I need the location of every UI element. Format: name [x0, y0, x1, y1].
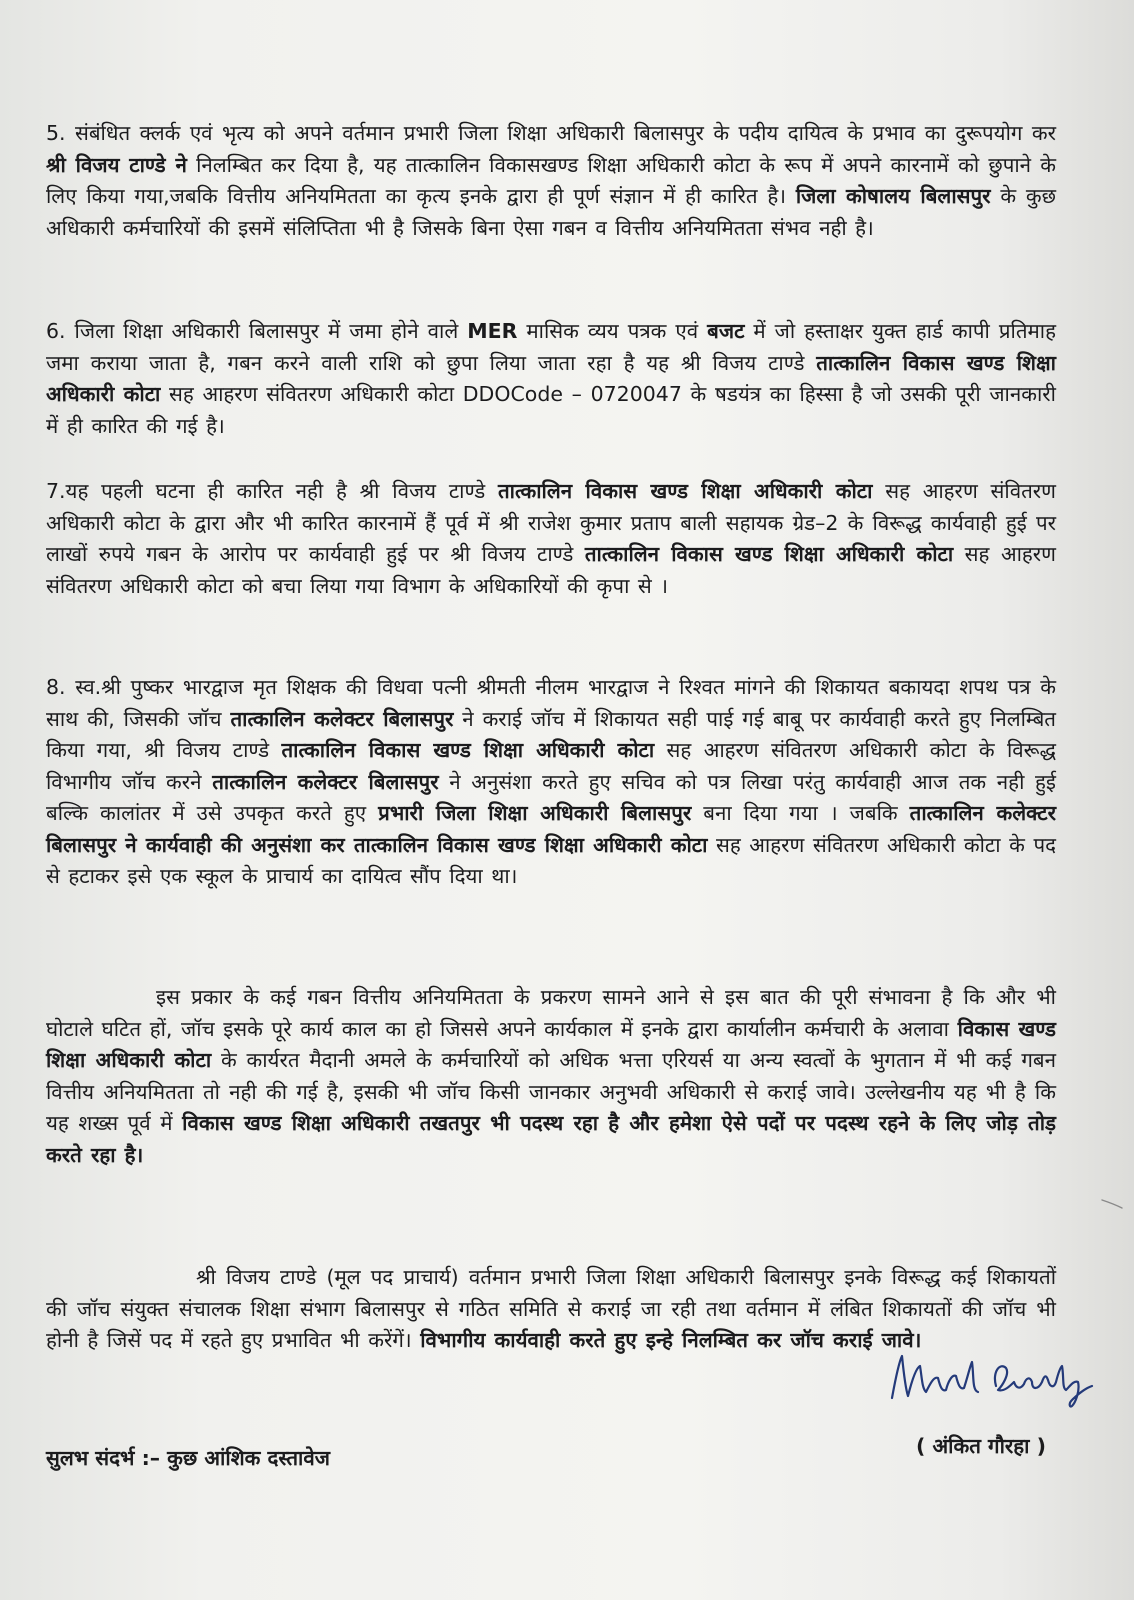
text-segment: बना दिया गया । जबकि — [691, 801, 910, 825]
paragraph-6 — [46, 316, 1056, 442]
bold-text-segment: तात्कालिन कलेक्टर बिलासपुर ने कार्यवाही की अनुसंशा कर तात्कालिन विकास खण्ड शिक्षा अधिकारी कोटा — [46, 801, 1056, 857]
bold-text-segment: तात्कालिन कलेक्टर बिलासपुर — [212, 769, 439, 794]
bold-text-segment: तात्कालिन विकास खण्ड शिक्षा अधिकारी कोटा — [46, 350, 1056, 406]
pen-stroke-mark — [1100, 1196, 1124, 1210]
bold-text-segment: MER — [467, 319, 518, 343]
text-segment: मासिक व्यय पत्रक एवं — [517, 319, 708, 343]
text-segment: सह आहरण संवितरण अधिकारी कोटा को बचा लिया गया विभाग के अधिकारियों की कृपा से । — [46, 542, 1056, 598]
bold-text-segment: तात्कालिन विकास खण्ड शिक्षा अधिकारी कोटा — [497, 479, 873, 503]
text-segment: इस प्रकार के कई गबन वित्तीय अनियमितता के प्रकरण सामने आने से इस बात की पूरी संभावना है कि और भी घोटाले घटित हों, जॉच इसके पूरे कार्य काल का हो जिससे अपने कार्यकाल में इनके द्वारा कार्यालीन कर्मचारी के अलावा — [46, 985, 1056, 1041]
text-segment: सह आहरण संवितरण अधिकारी कोटा DDOCode – 0720047 के षडयंत्र का हिस्सा है जो उसकी पूरी जानकारी में ही कारित की गई है। — [46, 382, 1056, 438]
text-segment: 5. संबंधित क्लर्क एवं भृत्य को अपने वर्तमान प्रभारी जिला शिक्षा अधिकारी बिलासपुर के पदीय दायित्व के प्रभाव का दुरूपयोग कर — [46, 121, 1056, 145]
text-segment: सह आहरण संवितरण अधिकारी कोटा के विरूद्ध विभागीय जॉच करने — [46, 738, 1056, 794]
text-segment: निलम्बित कर दिया है, यह तात्कालिन विकासखण्ड शिक्षा अधिकारी कोटा के रूप में अपने कारनामें को छुपाने के लिए किया गया,जबकि वित्तीय अनियमितता का कृत्य इनके द्वारा ही पूर्ण संज्ञान में ही कारित है। — [46, 152, 1056, 208]
text-segment: सह आहरण संवितरण अधिकारी कोटा के द्वारा और भी कारित कारनामें हैं पूर्व में श्री राजेश कुमार प्रताप बाली सहायक ग्रेड–2 के विरूद्ध कार्यवाही हुई पर लाखों रुपये गबन के आरोप पर कार्यवाही हुई पर श्री विजय टाण्डे — [46, 479, 1056, 566]
footer-reference: सुलभ संदर्भ :– कुछ आंशिक दस्तावेज — [46, 1446, 330, 1470]
bold-text-segment: तात्कालिन विकास खण्ड शिक्षा अधिकारी कोटा — [281, 738, 655, 762]
text-segment: 7.यह पहली घटना ही कारित नही है श्री विजय टाण्डे — [46, 479, 498, 503]
bold-text-segment: बजट — [707, 319, 745, 343]
bold-text-segment: विकास खण्ड शिक्षा अधिकारी कोटा — [46, 1016, 1056, 1072]
bold-text-segment: विकास खण्ड शिक्षा अधिकारी तखतपुर भी पदस्थ रहा है और हमेशा ऐसे पदों पर पदस्थ रहने के लिए जोड़ तोड़ करते रहा है। — [46, 1111, 1056, 1167]
paragraph-10 — [46, 1262, 1056, 1357]
text-segment: ने अनुसंशा करते हुए सचिव को पत्र लिखा परंतु कार्यवाही आज तक नही हुई बल्कि कालांतर में उसे उपकृत करते हुए — [46, 769, 1056, 825]
bold-text-segment: तात्कालिन विकास खण्ड शिक्षा अधिकारी कोटा — [584, 542, 954, 566]
text-segment: श्री विजय टाण्डे (मूल पद प्राचार्य) वर्तमान प्रभारी जिला शिक्षा अधिकारी बिलासपुर इनके विरूद्ध कई शिकायतों की जॉच संयुक्त संचालक शिक्षा संभाग बिलासपुर से गठित समिति से कराई जा रही तथा वर्तमान में लंबित शिकायतों की जॉच भी होनी है जिसें पद में रहते हुए प्रभावित भी करेंगें। — [46, 1265, 1056, 1352]
bold-text-segment: विभागीय कार्यवाही करते हुए इन्हे निलम्बित कर जॉच कराई जावे। — [420, 1328, 922, 1352]
bold-text-segment: प्रभारी जिला शिक्षा अधिकारी बिलासपुर — [378, 801, 692, 825]
paragraph-8 — [46, 672, 1056, 893]
paragraph-5 — [46, 118, 1056, 244]
bold-text-segment: तात्कालिन कलेक्टर बिलासपुर — [230, 706, 454, 731]
text-segment: सह आहरण संवितरण अधिकारी कोटा के पद से हटाकर इसे एक स्कूल के प्राचार्य का दायित्व सौंप दिया था। — [46, 832, 1056, 888]
text-segment: 8. स्व.श्री पुष्कर भारद्वाज मृत शिक्षक की विधवा पत्नी श्रीमती नीलम भारद्वाज ने रिश्वत मांगने की शिकायत बकायदा शपथ पत्र के साथ की, जिसकी जॉच — [46, 675, 1056, 731]
paragraph-7 — [46, 476, 1056, 602]
bold-text-segment: श्री विजय टाण्डे ने — [46, 152, 187, 177]
bold-text-segment: जिला कोषालय बिलासपुर — [795, 184, 991, 208]
handwritten-signature — [886, 1346, 1126, 1416]
text-segment: के कार्यरत मैदानी अमले के कर्मचारियों को अधिक भत्ता एरियर्स या अन्य स्वत्वों के भुगतान में भी कई गबन वित्तीय अनियमितता तो नही की गई है, इसकी भी जॉच किसी जानकार अनुभवी अधिकारी से कराई जावे। उल्लेखनीय यह भी है कि यह शख्स पूर्व में — [46, 1048, 1056, 1135]
text-segment: ने कराई जॉच में शिकायत सही पाई गई बाबू पर कार्यवाही करते हुए निलम्बित किया गया, श्री विजय टाण्डे — [46, 706, 1056, 762]
paragraph-9 — [46, 982, 1056, 1171]
text-segment: 6. जिला शिक्षा अधिकारी बिलासपुर में जमा होने वाले — [46, 319, 468, 343]
signer-name: ( अंकित गौरहा ) — [916, 1434, 1046, 1458]
text-segment: में जो हस्ताक्षर युक्त हार्ड कापी प्रतिमाह जमा कराया जाता है, गबन करने वाली राशि को छुपा लिया जाता रहा है यह श्री विजय टाण्डे — [46, 319, 1056, 375]
text-segment: के कुछ अधिकारी कर्मचारियों की इसमें संलिप्तिता भी है जिसके बिना ऐसा गबन व वित्तीय अनियमितता संभव नही है। — [46, 184, 1056, 240]
